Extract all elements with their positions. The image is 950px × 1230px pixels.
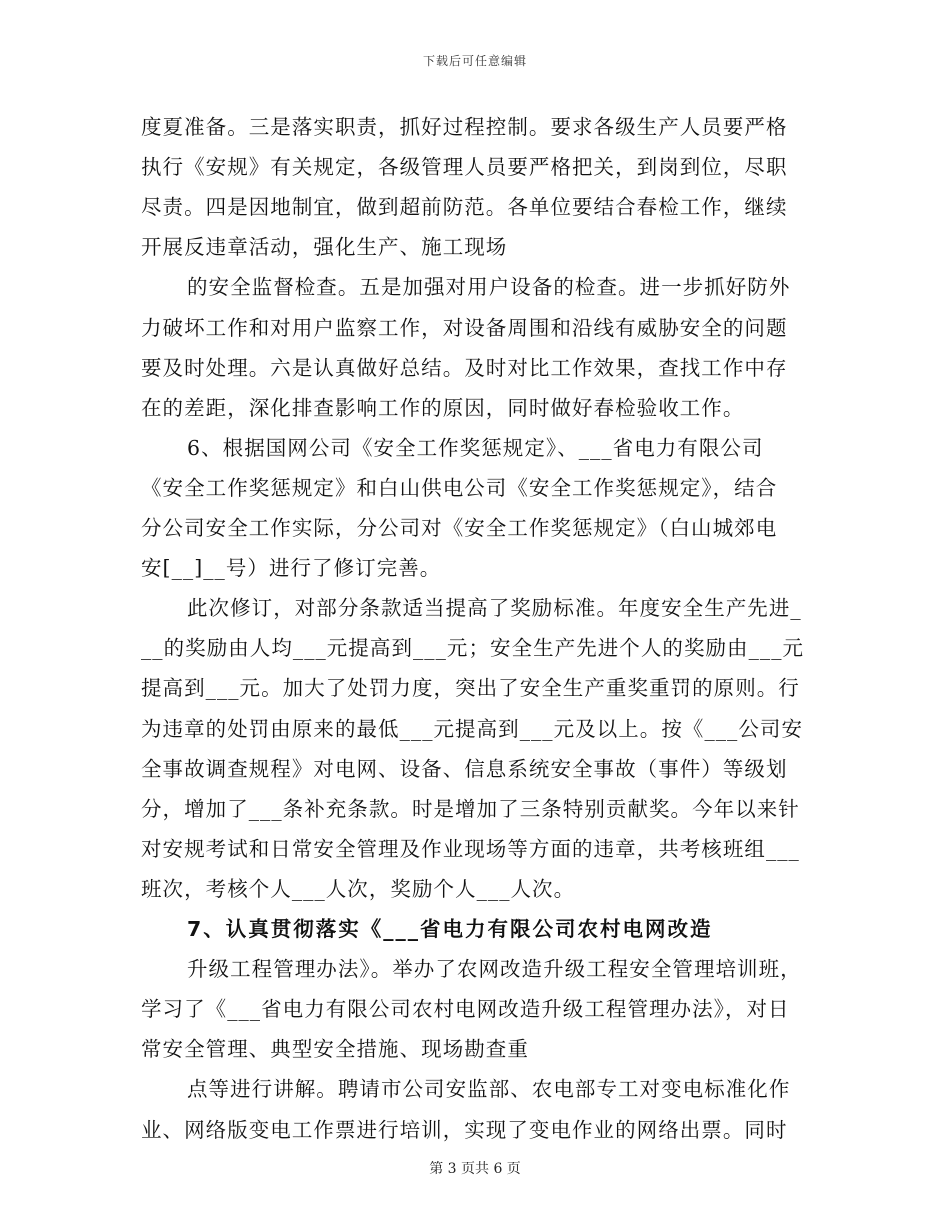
body-text-line: 《安全工作奖惩规定》和白山供电公司《安全工作奖惩规定》，结合 (141, 476, 778, 500)
body-text-line: 全事故调查规程》对电网、设备、信息系统安全事故（事件）等级划 (141, 757, 788, 781)
body-text-line: 为违章的处罚由原来的最低___元提高到___元及以上。按《___公司安 (141, 717, 803, 741)
body-text-line: 安[__]__号）进行了修订完善。 (141, 556, 442, 580)
body-text-line: 开展反违章活动，强化生产、施工现场 (141, 235, 508, 259)
body-text-line: 学习了《___省电力有限公司农村电网改造升级工程管理办法》，对日 (141, 997, 790, 1021)
body-text-line: 分，增加了___条补充条款。时是增加了三条特别贡献奖。今年以来针 (141, 797, 800, 821)
body-text-line: 在的差距，深化排查影响工作的原因，同时做好春检验收工作。 (141, 396, 745, 420)
body-text-line: 力破坏工作和对用户监察工作，对设备周围和沿线有威胁安全的问题 (141, 316, 788, 340)
page-footer: 第 3 页共 6 页 (429, 1161, 521, 1177)
body-text-line: 尽责。四是因地制宜，做到超前防范。各单位要结合春检工作，继续 (141, 195, 788, 219)
body-text-line: 要及时处理。六是认真做好总结。及时对比工作效果，查找工作中存 (141, 356, 788, 380)
body-text-line: 的安全监督检查。五是加强对用户设备的检查。进一步抓好防外 (187, 275, 791, 299)
body-text-line: __的奖励由人均___元提高到___元；安全生产先进个人的奖励由___元 (141, 636, 805, 660)
section-heading: 7、认真贯彻落实《___省电力有限公司农村电网改造 (187, 917, 713, 941)
body-text-line: 班次，考核个人___人次，奖励个人___人次。 (141, 877, 576, 901)
body-text-line: 此次修订，对部分条款适当提高了奖励标准。年度安全生产先进_ (187, 596, 802, 620)
body-text-line: 对安规考试和日常安全管理及作业现场等方面的违章，共考核班组___ (141, 837, 800, 861)
body-text-line: 度夏准备。三是落实职责，抓好过程控制。要求各级生产人员要严格 (141, 115, 788, 139)
body-text-line: 执行《安规》有关规定，各级管理人员要严格把关，到岗到位，尽职 (141, 155, 788, 179)
body-text-line: 分公司安全工作实际，分公司对《安全工作奖惩规定》（白山城郊电 (141, 516, 778, 540)
body-text-line: 升级工程管理办法》。举办了农网改造升级工程安全管理培训班， (187, 957, 802, 981)
body-text-line: 提高到___元。加大了处罚力度，突出了安全生产重奖重罚的原则。行 (141, 676, 800, 700)
body-text-line: 6、根据国网公司《安全工作奖惩规定》、___省电力有限公司 (187, 436, 764, 460)
body-text-line: 点等进行讲解。聘请市公司安监部、农电部专工对变电标准化作 (187, 1077, 791, 1101)
body-text-line: 业、网络版变电工作票进行培训，实现了变电作业的网络出票。同时 (141, 1118, 788, 1142)
page-header: 下载后可任意编辑 (422, 54, 527, 68)
body-text-line: 常安全管理、典型安全措施、现场勘查重 (141, 1037, 529, 1061)
